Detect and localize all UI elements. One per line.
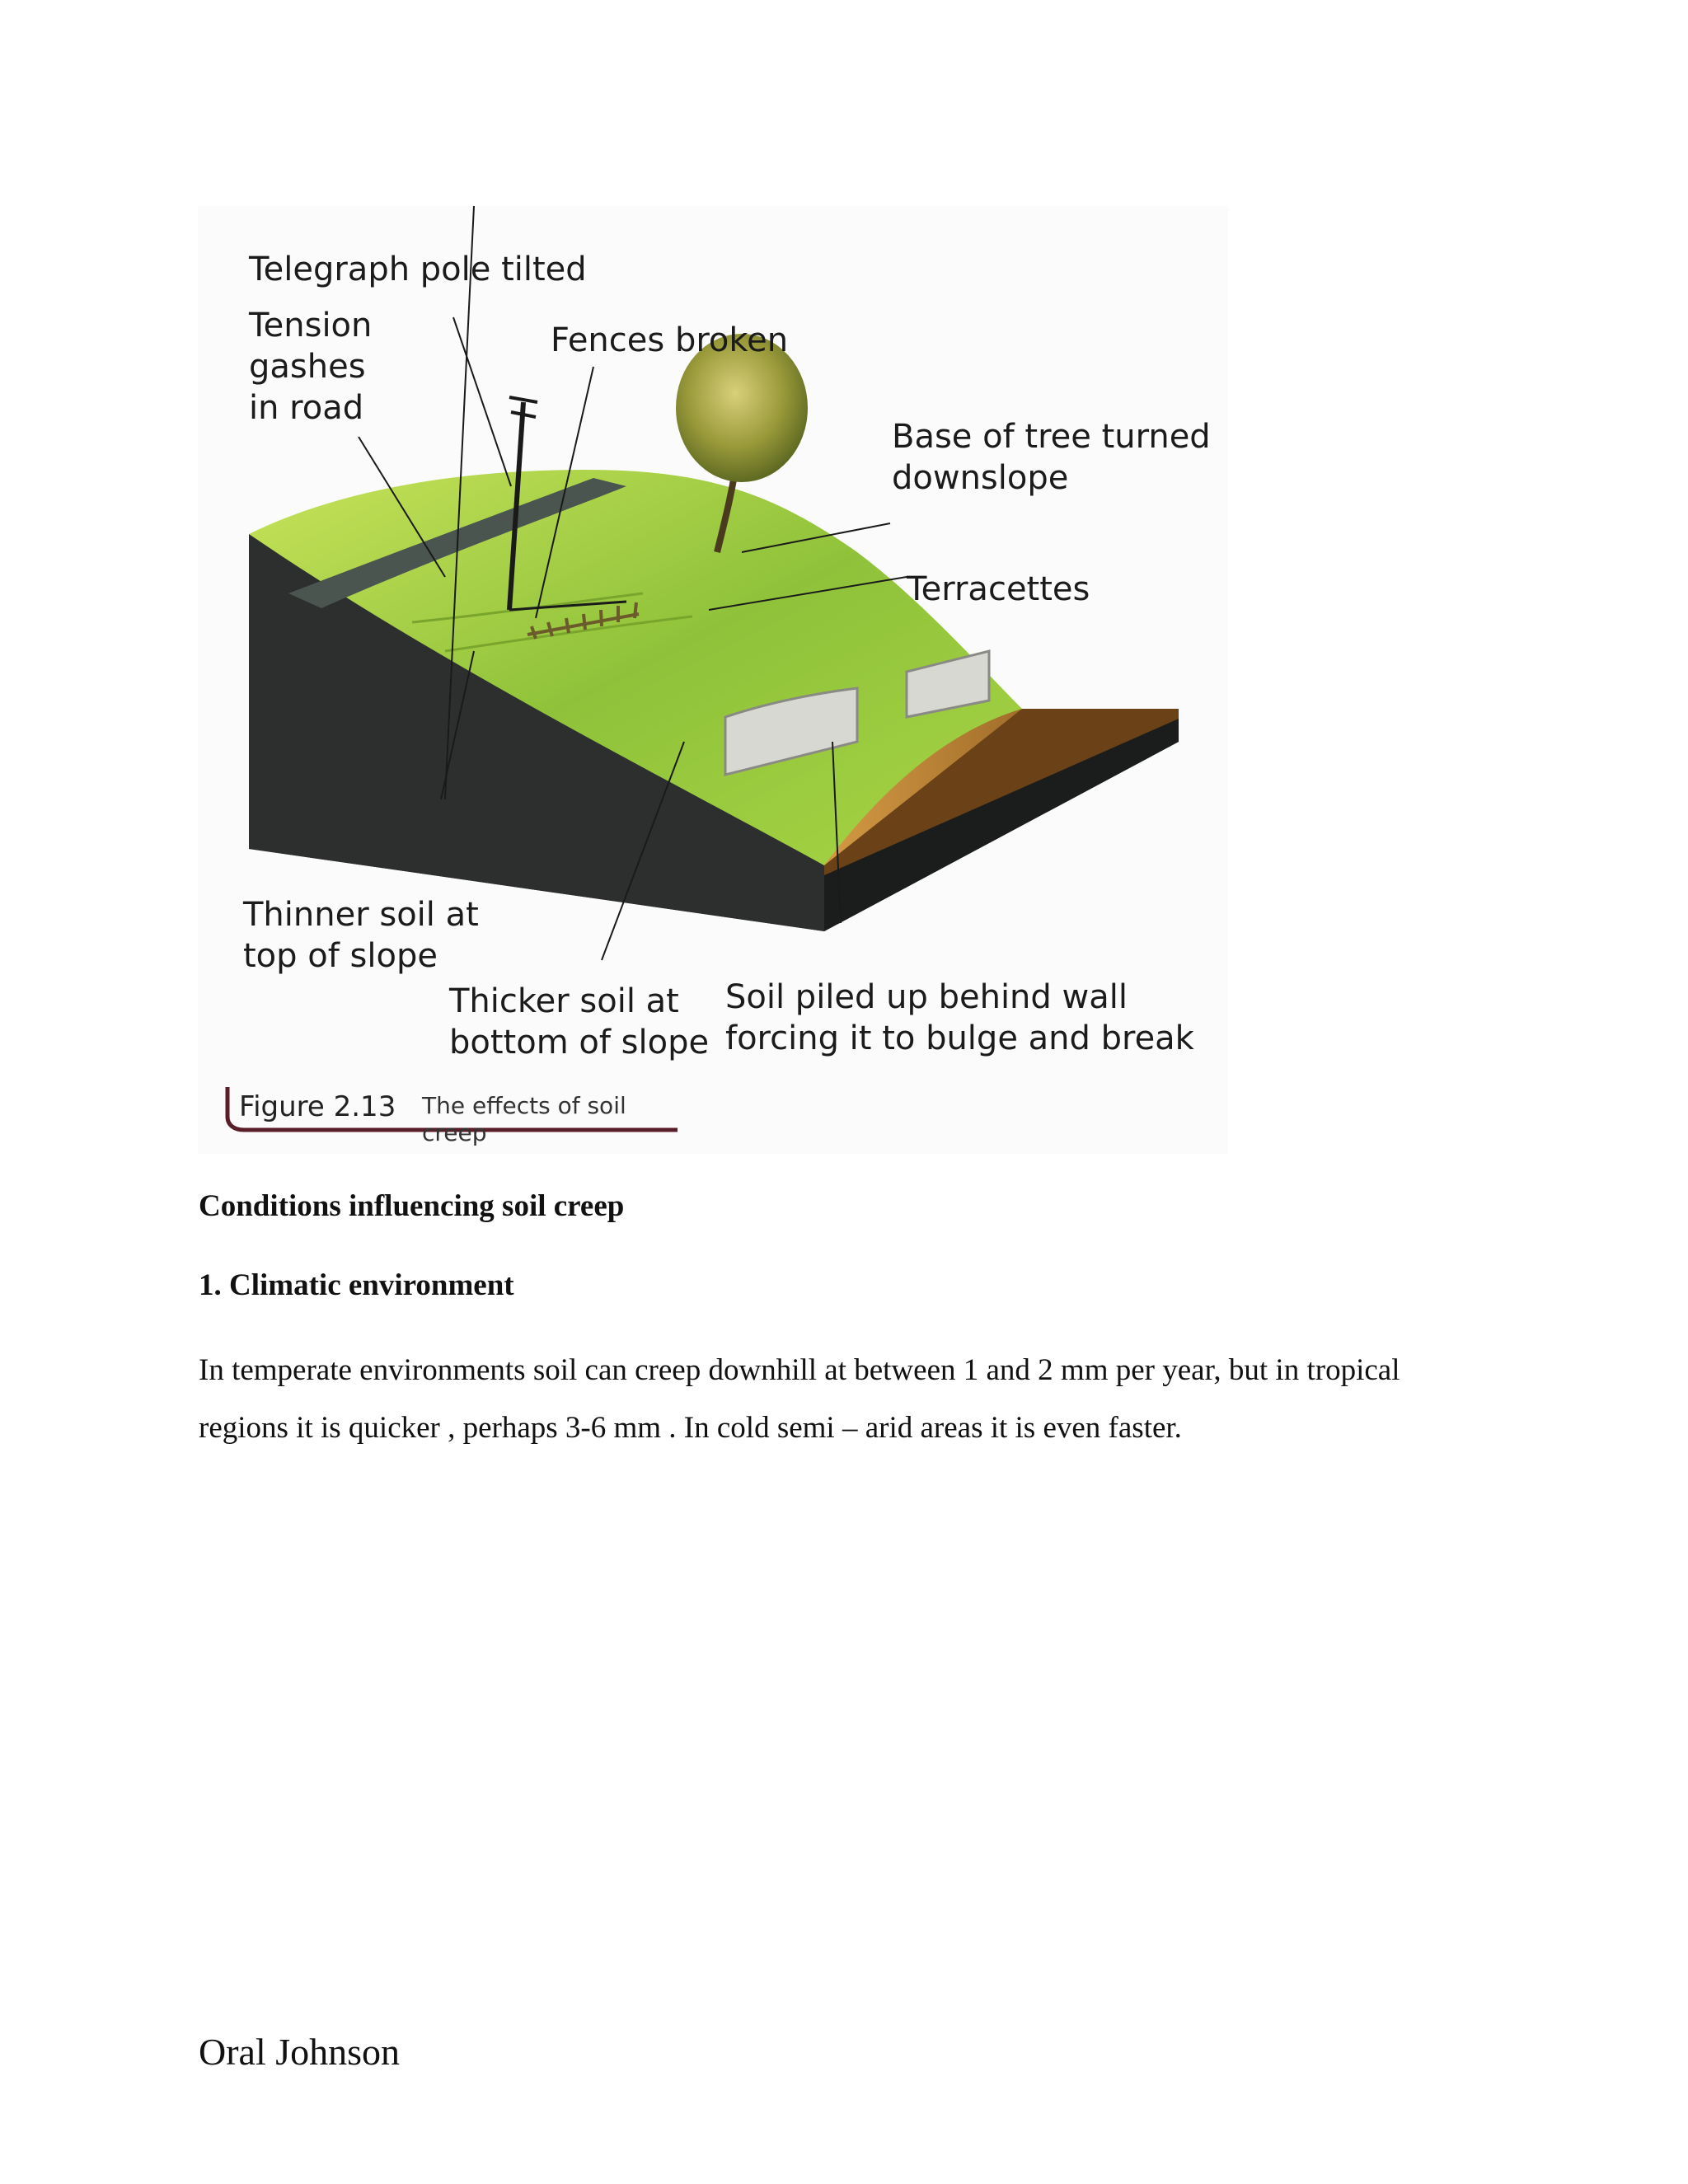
label-terracettes: Terracettes [907,570,1090,608]
label-thinner-soil: Thinner soil at top of slope [243,896,479,975]
label-thicker-soil: Thicker soil at bottom of slope [449,982,710,1062]
soil-creep-figure [198,206,1228,1154]
caption-number: Figure 2.13 [239,1090,396,1123]
caption-text: The effects of soil creep [422,1092,626,1146]
label-tree-base: Base of tree turned downslope [892,418,1211,497]
label-soil-piled: Soil piled up behind wall forcing it to bulge and break [725,978,1194,1057]
figure-caption [216,1084,678,1146]
label-fences-broken: Fences broken [551,321,789,359]
footer-author: Oral Johnson [199,2031,401,2073]
label-telegraph-pole: Telegraph pole tilted [249,251,587,288]
body-paragraph: In temperate environments soil can creep downhill at between 1 and 2 mm per year, but in tropical regions it is quicker , perhaps 3-6 mm . In cold semi – arid areas it is even faster. [199,1353,1400,1445]
subheading-climatic: 1. Climatic environment [199,1268,514,1302]
section-heading: Conditions influencing soil creep [199,1189,625,1223]
label-tension-gashes: Tension gashes in road [249,307,373,427]
